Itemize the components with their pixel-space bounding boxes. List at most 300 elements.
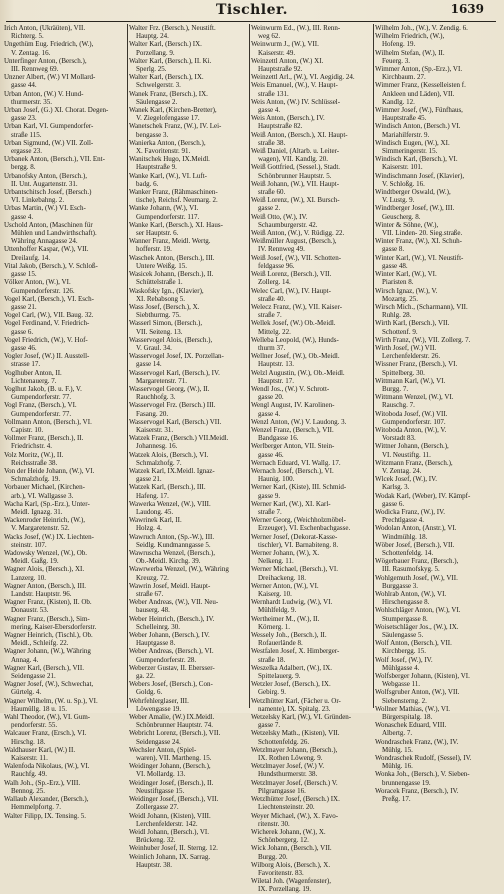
entry-line: Wicherek Johann, (W.), X. bbox=[251, 827, 326, 836]
entry-line-continuation: gasse 23. bbox=[11, 114, 37, 123]
entry-line-continuation: Reichsstraße 38. bbox=[11, 458, 58, 467]
entry-line: Urban Karl, VI. Gumpendorfer- bbox=[4, 122, 94, 131]
entry-line: Welecz Franz, (W.), VII. Kaiser- bbox=[251, 302, 343, 311]
entry-line: Wanker Franz, (Rähmaschinen- bbox=[129, 188, 218, 197]
entry-line: Werner Johann, (W.), X. bbox=[251, 549, 320, 557]
entry-line: Watzek Karl, (Bersch.), III. bbox=[129, 483, 206, 492]
entry-line: Ungethüm Eug. Friedrich, (W.), bbox=[4, 40, 94, 49]
column-2 bbox=[129, 24, 248, 869]
entry-line: Webricht Lorenz, (Bersch.), VII. bbox=[129, 729, 221, 738]
entry-line: Wolfsgruber Anton, (W.), VII. bbox=[375, 688, 460, 697]
entry-line: Wawrwerba Wenzel, (W.), Währing bbox=[129, 565, 229, 574]
entry-line: Urbanek Anton, (Bersch.), VII. Ent- bbox=[4, 155, 105, 164]
entry-line: Wondraschek Rudolf, (Sessel), IV. bbox=[375, 754, 472, 763]
entry-line-continuation: Lerchenfelderstr. 142. bbox=[136, 819, 198, 828]
entry-line: Weinzettl Anton, (W.) XI. bbox=[251, 56, 324, 65]
entry-line-continuation: Kandlg. 12. bbox=[382, 97, 415, 106]
entry-line: Wawrinek Karl, II. bbox=[129, 516, 182, 525]
entry-line-continuation: V. Ziegelofengasse 17. bbox=[136, 114, 200, 123]
entry-line: Urbas Martin, (W.) VI. Esch- bbox=[4, 204, 86, 213]
entry-line: Unterfinger Anton, (Bersch.), bbox=[4, 56, 87, 65]
entry-line: Wanetschek Franz, (W.), IV. Lei- bbox=[129, 122, 222, 131]
entry-line-continuation: Liechtensteinstr. 20. bbox=[258, 803, 315, 812]
entry-line-continuation: Seidengasse 21. bbox=[11, 672, 56, 681]
entry-line-continuation: V. Schloßg. 16. bbox=[382, 179, 425, 188]
entry-line-continuation: II. Unt. Augartenstr. 31. bbox=[11, 179, 78, 188]
entry-line: Wollner Mathias, (W.), VI. bbox=[375, 704, 451, 713]
entry-line-continuation: Bennog. 25. bbox=[11, 786, 46, 795]
entry-line-continuation: bauserg. 48. bbox=[136, 606, 170, 615]
entry-line-continuation: straße 40. bbox=[258, 294, 286, 303]
entry-line: Wetzlmayer Josef, (W.) V. bbox=[251, 762, 325, 771]
entry-line: Wasservogel Karl, (Bersch.), IV. bbox=[129, 368, 220, 377]
entry-line-continuation: straße 67. bbox=[136, 590, 164, 599]
entry-line: Weis Anton, (W.) IV. Schlüssel- bbox=[251, 97, 341, 106]
entry-line-continuation: namente), IX. Spitalg. 23. bbox=[258, 704, 331, 713]
entry-line-continuation: gasse 7. bbox=[258, 721, 281, 730]
entry-line: Urban Josef, (G.) XI. Chorat. Degen- bbox=[4, 106, 109, 115]
entry-line: Welleba Leopold, (W.), Hunds- bbox=[251, 335, 339, 344]
entry-line-continuation: thurmerstr. 35. bbox=[11, 97, 53, 106]
entry-line-continuation: Mühlfeldg. 9. bbox=[258, 606, 297, 615]
entry-line: Wanke Johann, (W.), VI. bbox=[129, 204, 199, 213]
entry-line: Weiß Gottfried, (Sessel.), Stadt. bbox=[251, 163, 341, 172]
entry-line: Wallaub Alexander, (Bersch.), bbox=[4, 795, 89, 804]
entry-line-continuation: bergg. 8. bbox=[11, 163, 36, 172]
entry-line-continuation: weg 62. bbox=[258, 32, 281, 41]
entry-line-continuation: ga. 22. bbox=[136, 672, 155, 681]
entry-line: Wahl Theodor, (W.), VI. Gum- bbox=[4, 713, 91, 722]
entry-line: Welec Carl, (W.), IV. Haupt- bbox=[251, 286, 331, 295]
entry-line: Waskofsky Ign., (Klavier), bbox=[129, 286, 204, 295]
entry-line-continuation: Gumpendorferstr. 77. bbox=[11, 409, 72, 418]
entry-line-continuation: Währing Annagasse 24. bbox=[11, 237, 78, 246]
entry-line: Wolf Anton, (Bersch.), VII. bbox=[375, 639, 452, 648]
column-4 bbox=[375, 24, 499, 804]
entry-line: Windisch Anton, (Bersch.) VI. bbox=[375, 122, 461, 131]
entry-line: Wittmann Wenzel, (W.), VI. bbox=[375, 393, 454, 402]
entry-line: Wodak Karl, (Weber), IV. Kämpf- bbox=[375, 491, 471, 500]
entry-line: Wimmer Josef, (W.), Fünfhaus, bbox=[375, 106, 463, 115]
entry-line: Weber Heinrich, (Bersch.), IV. bbox=[129, 614, 215, 623]
entry-line-continuation: Schmalzhofg. 7. bbox=[136, 458, 182, 467]
entry-line-continuation: Hauptstr. 38. bbox=[136, 860, 172, 869]
entry-line-continuation: gasse 46. bbox=[11, 343, 37, 352]
entry-line: Weber Andreas, (W.), VII. Neu- bbox=[129, 598, 219, 607]
entry-line-continuation: strasse 17. bbox=[11, 360, 41, 369]
entry-line-continuation: gasse 4. bbox=[258, 409, 281, 418]
entry-line-continuation: Sperlg. 25. bbox=[136, 65, 167, 74]
entry-line: Wittmann Karl, (W.), VI. bbox=[375, 376, 446, 385]
entry-line-continuation: gasse 2. bbox=[258, 204, 281, 213]
entry-line-continuation: Gebirg. 9. bbox=[258, 688, 287, 697]
entry-line: Wanner Franz, Meidl. Wertg. bbox=[129, 237, 211, 246]
entry-line-continuation: Hauptstraße 9. bbox=[136, 163, 177, 172]
entry-line-continuation: Bürgerspitalg. 18. bbox=[382, 713, 433, 722]
entry-line: Wernhardt Ludwig, (W.), VI. bbox=[251, 598, 333, 607]
entry-line-continuation: Bandgasse 16. bbox=[258, 434, 299, 443]
entry-line-continuation: gasse 6. bbox=[382, 499, 405, 508]
entry-line: Weinlich Johann, IX. Sarrag. bbox=[129, 852, 211, 861]
entry-line-continuation: Kaiserstr. 11. bbox=[11, 754, 48, 763]
entry-line: Witoboda Anton, (W.), V. bbox=[375, 425, 447, 434]
entry-line: Wagner Alois, (Bersch.), XI. bbox=[4, 565, 85, 574]
entry-line-continuation: Schüttelstraße 1. bbox=[136, 278, 183, 287]
entry-line-continuation: pendorferstr. 55. bbox=[11, 721, 58, 730]
entry-line-continuation: Schottenfeldg. 14. bbox=[382, 549, 434, 557]
entry-line: Wirsch Mich., (Scharmann), VII. bbox=[375, 302, 468, 311]
entry-line: Urbanofsky Anton, (Bersch.), bbox=[4, 171, 88, 180]
entry-line-continuation: Karlsg. 3. bbox=[382, 483, 410, 492]
entry-line: Wessely Joh., (Bersch.), II. bbox=[251, 631, 327, 640]
entry-line-continuation: Siebensterng. 2. bbox=[382, 696, 427, 705]
entry-line-continuation: Rauschg. 7. bbox=[382, 401, 415, 410]
entry-line-continuation: Erzeuger), VI. Eschenbachgasse. bbox=[258, 524, 351, 533]
entry-line-continuation: Säulengasse 2. bbox=[136, 97, 178, 106]
entry-line-continuation: Mühlg. 15. bbox=[382, 745, 413, 754]
entry-line-continuation: Mühlen und Landwirthschaft). bbox=[11, 229, 97, 238]
entry-line-continuation: Schönbrunner Hauptstr. 5. bbox=[258, 171, 332, 180]
entry-line: Wasservogel Frz. (Bersch.) III. bbox=[129, 401, 216, 410]
entry-line: Watzek Franz, (Bersch.) VII.Meidl. bbox=[129, 434, 229, 443]
entry-line-continuation: Haunig. 100. bbox=[258, 475, 295, 484]
entry-line: Wetzler Josef, (Bersch.), IX. bbox=[251, 680, 331, 689]
entry-line-continuation: gasse 6. bbox=[11, 327, 34, 336]
entry-line: Wohlgemuth Josef, (W.), VII. bbox=[375, 573, 458, 582]
entry-line: Von der Heide Johann, (W.), VI. bbox=[4, 466, 95, 475]
entry-line-continuation: gasse 14. bbox=[136, 360, 162, 369]
entry-line-continuation: tischler), VI. Barnabiteng. 8. bbox=[258, 540, 339, 549]
entry-line-continuation: tische), Reichsf. Neumarg. 2. bbox=[136, 196, 218, 205]
entry-line-continuation: Lerchenfelderstr. 26. bbox=[382, 352, 441, 361]
entry-line-continuation: ritenstr. 30. bbox=[258, 819, 290, 828]
entry-line-continuation: Haumüllg. 18 u. 15. bbox=[11, 704, 67, 713]
entry-line: Wawrin Josef, Meidl. Haupt- bbox=[129, 581, 211, 590]
entry-line: Wolfsberger Johann, (Kisten), VI. bbox=[375, 672, 470, 681]
entry-line-continuation: Hafeng. 17. bbox=[136, 491, 169, 500]
entry-line-continuation: VII. Linden- 20. Sieg.straße. bbox=[382, 229, 463, 238]
entry-line-continuation: Donaustr. 53. bbox=[11, 606, 49, 615]
column-divider bbox=[373, 24, 374, 708]
entry-line: Irich Anton, (Ukräüten), VII. bbox=[4, 24, 86, 32]
entry-line: Wirth Franz, (W.), VII. Zollerg. 7. bbox=[375, 335, 471, 344]
entry-line-continuation: Hemmelpfortg. 7. bbox=[11, 803, 61, 812]
entry-line: Weber Andreas, (Bersch.), VI. bbox=[129, 647, 214, 656]
entry-line: Walh Joh., (Sp.-Erz.), VIII. bbox=[4, 778, 81, 787]
entry-line: Wawruscha Wenzel, (Bersch.), bbox=[129, 549, 216, 557]
entry-line-continuation: ergasse 23. bbox=[11, 147, 42, 156]
entry-line-continuation: V. Zentag. 16. bbox=[11, 48, 51, 57]
entry-line: Weinwurm J., (W.), VII. bbox=[251, 40, 319, 49]
entry-line-continuation: Margaretenstr. 71. bbox=[136, 376, 187, 385]
entry-line: Uschold Anton, (Maschinen für bbox=[4, 220, 93, 229]
entry-line: Vollmann Anton, (Bersch.), VI. bbox=[4, 417, 92, 426]
entry-line-continuation: Hauptstr. 17. bbox=[258, 376, 294, 385]
entry-line-continuation: Gumpendorferstr. 107. bbox=[382, 417, 446, 426]
entry-line-continuation: III. Rasumofskyg. 5. bbox=[382, 565, 440, 574]
entry-line-continuation: gasse 9. bbox=[258, 491, 281, 500]
entry-line-continuation: Windmühlg. 18. bbox=[382, 532, 428, 541]
entry-line: Walcauer Franz, (Ersch.), VI. bbox=[4, 729, 87, 738]
entry-line-continuation: VI. Mollardg. 13. bbox=[136, 770, 186, 779]
entry-line: Weis Anton, (Bersch.), IV. bbox=[251, 114, 325, 123]
entry-line: Wonka Joh., (Bersch.), V. Sieben- bbox=[375, 770, 470, 779]
entry-line: Westfalen Josef, X. Himberger- bbox=[251, 647, 340, 656]
entry-line-continuation: V. Graul. 34. bbox=[136, 343, 172, 352]
entry-line: Wirsch Ignaz, (W.), V. bbox=[375, 286, 438, 295]
entry-line-continuation: Ankleen und Läden), VII. bbox=[382, 89, 455, 98]
entry-line-continuation: Mühlgasse 4. bbox=[382, 663, 420, 672]
entry-line: Wacks Josef, (W.) IX. Liechten- bbox=[4, 532, 94, 541]
entry-line: Weinwurm Ed., (W.), III. Renn- bbox=[251, 24, 341, 32]
entry-line: Wasservogel Josef, IX. Porzellan- bbox=[129, 352, 224, 361]
entry-line-continuation: wagen), VII. Kandlg. 20. bbox=[258, 155, 329, 164]
entry-line-continuation: Kirchbergg. 15. bbox=[382, 647, 426, 656]
entry-line: Vorbauer Michael, (Kirchen- bbox=[4, 483, 85, 492]
entry-line-continuation: gasse 21. bbox=[136, 475, 162, 484]
entry-line: Weber Johann, (Bersch.), IV. bbox=[129, 631, 210, 640]
entry-line-continuation: Meidl., Schleifg. 22. bbox=[11, 639, 69, 648]
entry-line-continuation: IX. Rothen Löweng. 9. bbox=[258, 754, 323, 763]
entry-line-continuation: Hauptgasse 8. bbox=[136, 639, 176, 648]
entry-line: Wohlschläger Anton, (W.), VI. bbox=[375, 606, 461, 615]
entry-line: Weidinger Josef, (Bersch.), VII. bbox=[129, 795, 219, 804]
entry-line: Wasservogel Karl, (Bersch.) VII. bbox=[129, 417, 222, 426]
entry-line: Wengl August, IV. Karolinen- bbox=[251, 401, 335, 410]
entry-line-continuation: Körnerg. 1. bbox=[258, 622, 290, 631]
entry-line-continuation: thurm 37. bbox=[258, 343, 286, 352]
entry-line-continuation: Hirschengasse 8. bbox=[382, 598, 430, 607]
entry-line: Wagner Heinrich, (Tischl.), Ob. bbox=[4, 631, 93, 640]
entry-line-continuation: Säulengasse 5. bbox=[382, 631, 424, 640]
entry-line: Wasservogel Alois, (Bersch.), bbox=[129, 335, 213, 344]
entry-line-continuation: Spittelberg. 30. bbox=[382, 368, 425, 377]
entry-line: Voglhut Jakob, (B. u. F.), V. bbox=[4, 384, 82, 393]
entry-line: Wetzlmayer Josef, (Bersch.) V. bbox=[251, 778, 338, 787]
entry-line: Wenzel Franz, (Bersch.), VII. bbox=[251, 425, 334, 434]
entry-line-continuation: Seidlg. Kundmanngasse 5. bbox=[136, 540, 211, 549]
entry-line: Woracek Franz, (Bersch.), IV. bbox=[375, 786, 459, 795]
entry-line-continuation: XI. Rebabsong 5. bbox=[136, 294, 185, 303]
entry-line: Volz Moritz, (W.), II. bbox=[4, 450, 64, 459]
entry-line-continuation: Ob.-Meidl. Kirchg. 39. bbox=[136, 557, 201, 566]
entry-line: Wanek Franz, (Bersch.), IX. bbox=[129, 89, 208, 98]
entry-line-continuation: Mariahilferstr. 9. bbox=[382, 130, 430, 139]
entry-line-continuation: Lichtenauerg. 7. bbox=[11, 376, 57, 385]
entry-line-continuation: Johannesg. 16. bbox=[136, 442, 178, 451]
entry-line: Wirth Karl, (Bersch.), VII. bbox=[375, 319, 450, 328]
entry-line-continuation: Gumpendorferstr. 117. bbox=[136, 212, 200, 221]
entry-line: Wolf Josef, (W.), IV. bbox=[375, 655, 433, 664]
entry-line: Urban Sigmund, (W.) VII. Zoll- bbox=[4, 138, 94, 147]
entry-line-continuation: Schottenf. 9. bbox=[382, 327, 418, 336]
entry-line: Unzner Albert, (W.) VI Mollard- bbox=[4, 73, 96, 82]
entry-line: Weyer Michael, (W.), X. Favo- bbox=[251, 811, 339, 820]
entry-line-continuation: Hirschg. 18. bbox=[11, 737, 46, 746]
entry-line-continuation: Gumpendorferstr. 77. bbox=[11, 393, 72, 402]
entry-line-continuation: Rofauerlände 8. bbox=[258, 639, 303, 648]
entry-line-continuation: IX. Porzellang. 19. bbox=[258, 885, 312, 894]
entry-line: Weiß Anton, (Bersch.), XI. Haupt- bbox=[251, 130, 348, 139]
entry-line-continuation: Schottenfeldg. 26. bbox=[258, 737, 310, 746]
entry-line: Waldhauser Karl, (W.) II. bbox=[4, 745, 76, 754]
entry-line: Wilhelm Stefan, (W.), II. bbox=[375, 48, 445, 57]
entry-line-continuation: straße 7. bbox=[258, 507, 282, 516]
entry-line: Wetzelsky Karl, (W.), VI. Gründen- bbox=[251, 713, 352, 722]
entry-line-continuation: Hundsthurmerstr. 38. bbox=[258, 770, 318, 779]
entry-line-continuation: Friedrichstr. 4. bbox=[11, 442, 53, 451]
entry-line: Vogel Friedrich, (W.), V. Hof- bbox=[4, 335, 88, 344]
entry-line: Vogel Karl, (Bersch.), VI. Esch- bbox=[4, 294, 94, 303]
entry-line: Wasserl Simon, (Bersch.), bbox=[129, 319, 203, 328]
page-title: Tischler. bbox=[215, 2, 288, 18]
entry-line-continuation: Porzellang. 9. bbox=[136, 48, 175, 57]
entry-line: Watzek Alois, (Bersch.), VI. bbox=[129, 450, 209, 459]
entry-line-continuation: straße 115. bbox=[11, 130, 42, 139]
entry-line: Windtberger Oswald, (W.), bbox=[375, 188, 451, 197]
entry-line-continuation: Fasang. 20. bbox=[136, 409, 169, 418]
entry-line-continuation: Hofeng. 19. bbox=[382, 40, 416, 49]
entry-line: Welzl Augustin, (W.), Ob.-Meidl. bbox=[251, 368, 345, 377]
entry-line: Wögerbauer Franz, (Bersch.), bbox=[375, 557, 459, 566]
entry-line: Windisch Karl, (Bersch.), VI. bbox=[375, 155, 458, 164]
entry-line: Vogl Franz, (Bersch.), VI. bbox=[4, 401, 77, 410]
header-rule bbox=[6, 21, 496, 22]
entry-line-continuation: Annag. 4. bbox=[11, 655, 39, 664]
entry-line-continuation: Simmeringerstr. 15. bbox=[382, 147, 438, 156]
entry-line: Walter Filipp, IX. Tensing. 5. bbox=[4, 811, 87, 820]
entry-line: Wohlrab Anton, (W.), VI. bbox=[375, 590, 447, 599]
entry-line-continuation: Neustiftgasse 15. bbox=[136, 786, 185, 795]
entry-line: Weidinger Johann, (Bersch.), bbox=[129, 762, 211, 771]
entry-line-continuation: Ruhlg. 28. bbox=[382, 311, 412, 320]
entry-line: Wanitschek Hugo, IX.Meidl. bbox=[129, 155, 210, 164]
entry-line-continuation: Kaiserstr. 101. bbox=[382, 163, 423, 172]
entry-line: Wanierka Anton, (Bersch.), bbox=[129, 138, 206, 147]
entry-line-continuation: gasse 20. bbox=[258, 393, 284, 402]
entry-line: Walenfoda Nikolaus, (W.), VI. bbox=[4, 762, 90, 771]
entry-line-continuation: ser Hauptstr. 6. bbox=[136, 229, 179, 238]
entry-line: Wilhelm Friedrich, (W.), bbox=[375, 32, 445, 41]
entry-line-continuation: straße 131. bbox=[258, 89, 289, 98]
entry-line-continuation: Nelkeng. 11. bbox=[258, 557, 294, 566]
entry-line-continuation: Richterg. 5. bbox=[11, 32, 44, 41]
entry-line-continuation: Kirchbaum. 27. bbox=[382, 73, 426, 82]
entry-line: Wellner Josef, (W.), Ob.-Meidl. bbox=[251, 352, 340, 361]
entry-line-continuation: Meidl. Ignazg. 31. bbox=[11, 507, 63, 516]
entry-line-continuation: Feuerg. 3. bbox=[382, 56, 411, 65]
entry-line-continuation: Geuscherg. 8. bbox=[382, 212, 421, 221]
entry-line: Wonaschek Eduard, VIII. bbox=[375, 721, 447, 730]
entry-line-continuation: Siebthurmg. 75. bbox=[136, 311, 181, 320]
entry-line: Weinzettl Arl., (W.), VI. Aegidig. 24. bbox=[251, 73, 355, 82]
entry-line-continuation: Favoritenstr. 83. bbox=[258, 868, 304, 877]
entry-line-continuation: VI. Linkebahng. 2. bbox=[11, 196, 65, 205]
entry-line-continuation: Preßg. 17. bbox=[382, 795, 411, 804]
entry-line: Weiß Lorenz, (W.), XI. Bursch- bbox=[251, 196, 340, 205]
entry-line: Wechsler Anton, (Spiel- bbox=[129, 745, 197, 754]
entry-line-continuation: Zollerg. 14. bbox=[258, 278, 291, 287]
entry-line: Wernach Eduard, VI. Wallg. 17. bbox=[251, 458, 341, 467]
entry-line: Völker Anton, (W.), VI. bbox=[4, 278, 71, 287]
entry-line: Wellek Josef, (W.) Ob.-Meidl. bbox=[251, 319, 336, 328]
entry-line: Windisch Eugen, (W.), XI. bbox=[375, 138, 450, 147]
entry-line: Voglhuber Anton, II. bbox=[4, 368, 62, 377]
entry-line-continuation: Lanzerg. 10. bbox=[11, 573, 47, 582]
entry-line: Weiß Johann, (W.), VII. Haupt- bbox=[251, 179, 340, 188]
entry-line: Werner Karl, (Kiste), III. Schmid- bbox=[251, 483, 347, 492]
entry-line: Wiletal Joh. (Wagenfenster), bbox=[251, 877, 332, 886]
entry-line-continuation: IV. Rennweg 49. bbox=[258, 245, 305, 254]
entry-line-continuation: straße 60. bbox=[258, 188, 286, 197]
entry-line: Weidl Johann, (Bersch.), VI. bbox=[129, 827, 209, 836]
entry-line: Wissner Franz, (Bersch.), VI. bbox=[375, 360, 458, 369]
entry-line-continuation: Holzg. 4. bbox=[136, 524, 162, 533]
entry-line: Wasicek Johann, (Bersch.), II. bbox=[129, 270, 214, 279]
entry-line: Windtberger Josef, (W.), III. bbox=[375, 204, 455, 213]
column-1 bbox=[4, 24, 125, 820]
entry-line: Werner Karl, (W.), XI. Karl- bbox=[251, 499, 331, 508]
entry-line: Wimmer Anton, (Sp.-Erz.), VI. bbox=[375, 65, 463, 74]
entry-line: Winter & Söhne, (W.), bbox=[375, 220, 439, 229]
entry-line: Vollmer Franz, (Bersch.), II. bbox=[4, 434, 84, 443]
entry-line: Weiß Lorenz, (Bersch.), VII. bbox=[251, 270, 332, 279]
entry-line-continuation: gasse 48. bbox=[382, 261, 408, 270]
entry-line-continuation: Gumpendorferstr. 28. bbox=[136, 655, 197, 664]
entry-line: Wlcek Josef, (W.), IV. bbox=[375, 475, 438, 484]
entry-line: Vogel Ferdinand, V. Friedrich- bbox=[4, 319, 90, 328]
entry-line: Wawerka Wenzel, (W.), VIII. bbox=[129, 499, 211, 508]
entry-line-continuation: waren), VII. Martheng. 15. bbox=[136, 754, 212, 763]
entry-line-continuation: Rauchhofg. 3. bbox=[136, 393, 176, 402]
entry-line-continuation: Kreuzg. 72. bbox=[136, 573, 169, 582]
entry-line: Walter Frz. (Bersch.), Neustift. bbox=[129, 24, 216, 32]
entry-line: Wetzlhütter Josef, (Bersch.) IX. bbox=[251, 795, 340, 804]
entry-line: Vogel Carl, (W.), VII. Baug. 32. bbox=[4, 311, 94, 320]
entry-line-continuation: Untere Weißg. 15. bbox=[136, 261, 188, 270]
entry-line: Werlberger Anton, VII. Stein- bbox=[251, 442, 335, 451]
entry-line: Wertheimer M., (W.), II. bbox=[251, 614, 320, 623]
entry-line-continuation: gasse 15. bbox=[11, 270, 37, 279]
entry-line: Windischmann Josef, (Klavier), bbox=[375, 171, 465, 180]
entry-line-continuation: steinstr. 107. bbox=[11, 540, 47, 549]
entry-line: Wick Johann, (Bersch.), VII. bbox=[251, 844, 332, 853]
entry-line-continuation: straße 38. bbox=[258, 138, 286, 147]
entry-line-continuation: Schelleinrg. 30. bbox=[136, 622, 181, 631]
entry-line-continuation: Gumpendorferstr. 126. bbox=[11, 286, 75, 295]
entry-line-continuation: Kaiserg. 10. bbox=[258, 590, 292, 599]
entry-line: Wagner Johann, (W.), Währing bbox=[4, 647, 91, 656]
entry-line: Winter Karl, (W.), VI. bbox=[375, 270, 437, 279]
entry-line-continuation: Piaristen 8. bbox=[382, 278, 414, 287]
entry-line: Wodicka Franz, (W.), IV. bbox=[375, 507, 446, 516]
entry-line: Wacha Karl, (Sp.-Erz.), Unter- bbox=[4, 499, 90, 508]
entry-line-continuation: VI. Neustiftg. 11. bbox=[382, 450, 431, 459]
entry-line: Wagner Josef, (W.), Schwechat, bbox=[4, 680, 94, 689]
entry-line-continuation: VII. Seiteng. 13. bbox=[136, 327, 183, 336]
entry-line: Winter Franz, (W.), XI. Schuh- bbox=[375, 237, 462, 246]
entry-line-continuation: Löwengasse 19. bbox=[136, 704, 182, 713]
entry-line-continuation: bengasse 3. bbox=[136, 130, 169, 139]
entry-line-continuation: Gürtelg. 4. bbox=[11, 688, 42, 697]
entry-line-continuation: gasse 46. bbox=[258, 450, 284, 459]
entry-line: Vogler Josef, (W.) II. Ausstell- bbox=[4, 352, 90, 361]
entry-line: Weinhuber Josef, II. Sterng. 12. bbox=[129, 844, 218, 853]
entry-line: Woisetschläger Jos., (W.), IX. bbox=[375, 622, 459, 631]
entry-line-continuation: Mühlg. 16. bbox=[382, 762, 413, 771]
column-3 bbox=[251, 24, 372, 894]
entry-line-continuation: Hauptstr. 13. bbox=[258, 360, 294, 369]
